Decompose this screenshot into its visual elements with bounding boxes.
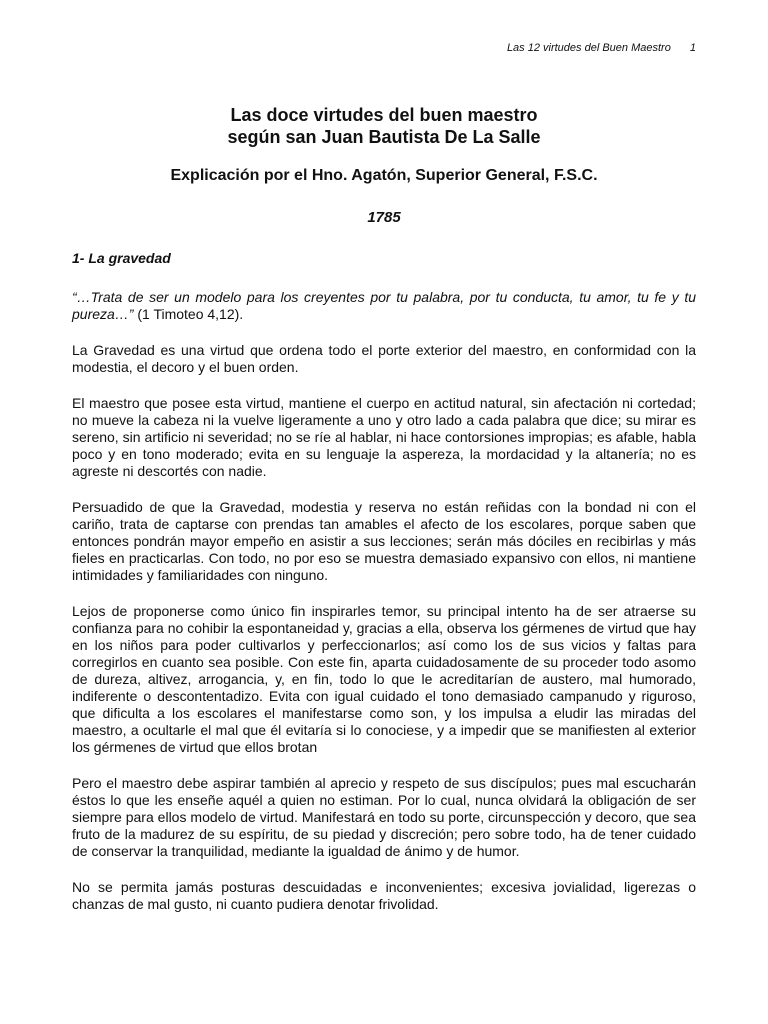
running-header <box>507 42 696 54</box>
document-title <box>72 104 696 148</box>
paragraph: Persuadido de que la Gravedad, modestia y reserva no están reñidas con la bondad ni con el cariño, trata de captarse con prendas tan amables el afecto de los escolares, porque saben que entonces pondrán mayor empeño en asistir a sus lecciones; serán más dóciles en recibirlas y más fieles en practicarlas. Con todo, no por eso se muestra demasiado expansivo con ellos, ni mantiene intimidades y familiaridades con ninguno. <box>72 499 696 583</box>
section-heading: 1- La gravedad <box>72 250 171 266</box>
quote-text: “…Trata de ser un modelo para los creyentes por tu palabra, por tu conducta, tu amor, tu fe y tu pureza…” <box>72 289 696 322</box>
page-number: 1 <box>689 42 696 54</box>
paragraph: El maestro que posee esta virtud, mantiene el cuerpo en actitud natural, sin afectación ni cortedad; no mueve la cabeza ni la vuelve ligeramente a uno y otro lado a cada palabra que dice; su mirar es sereno, sin artificio ni severidad; no se ríe al hablar, ni hace contorsiones impropias; es afable, habla poco y en tono moderado; evita en su lenguaje la aspereza, la mordacidad y la altanería; no es agreste ni descortés con nadie. <box>72 395 696 479</box>
title-line-1: Las doce virtudes del buen maestro <box>230 105 538 125</box>
paragraph: No se permita jamás posturas descuidadas e inconvenientes; excesiva jovialidad, ligerezas o chanzas de mal gusto, ni cuanto pudiera denotar frivolidad. <box>72 879 696 912</box>
epigraph-quote <box>72 289 696 323</box>
paragraph: La Gravedad es una virtud que ordena todo el porte exterior del maestro, en conformidad con la modestia, el decoro y el buen orden. <box>72 342 696 375</box>
quote-reference: (1 Timoteo 4,12). <box>133 306 244 322</box>
document-body <box>72 250 696 932</box>
paragraph: Lejos de proponerse como único fin inspirarles temor, su principal intento ha de ser atraerse su confianza para no cohibir la espontaneidad y, gracias a ella, observa los gérmenes de virtud que hay en los niños para poder cultivarlos y perfeccionarlos; así como los de sus vicios y faltas para corregirlos en cuanto sea posible. Con este fin, aparta cuidadosamente de su proceder todo asomo de dureza, altivez, arrogancia, y, en fin, todo lo que le acreditarían de austero, mal humorado, indiferente o descontentadizo. Evita con igual cuidado el tono demasiado campanudo y riguroso, que dificulta a los escolares el manifestarse como son, y los impulsa a eludir las miradas del maestro, a ocultarle el mal que él evitaría si lo conociese, y a impedir que se manifiesten al exterior los gérmenes de virtud que ellos brotan <box>72 603 696 755</box>
running-header-title: Las 12 virtudes del Buen Maestro <box>506 42 671 54</box>
paragraph: Pero el maestro debe aspirar también al aprecio y respeto de sus discípulos; pues mal escucharán éstos lo que les enseñe aquél a quien no estiman. Por lo cual, nunca olvidará la obligación de ser siempre para ellos modelo de virtud. Manifestará en todo su porte, circunspección y decoro, que sea fruto de la madurez de su espíritu, de su piedad y discreción; pero sobre todo, ha de tener cuidado de conservar la tranquilidad, mediante la igualdad de ánimo y de humor. <box>72 775 696 859</box>
title-block <box>72 104 696 228</box>
title-line-2: según san Juan Bautista De La Salle <box>227 127 541 147</box>
document-year: 1785 <box>367 209 401 226</box>
document-subtitle: Explicación por el Hno. Agatón, Superior General, F.S.C. <box>170 167 598 184</box>
